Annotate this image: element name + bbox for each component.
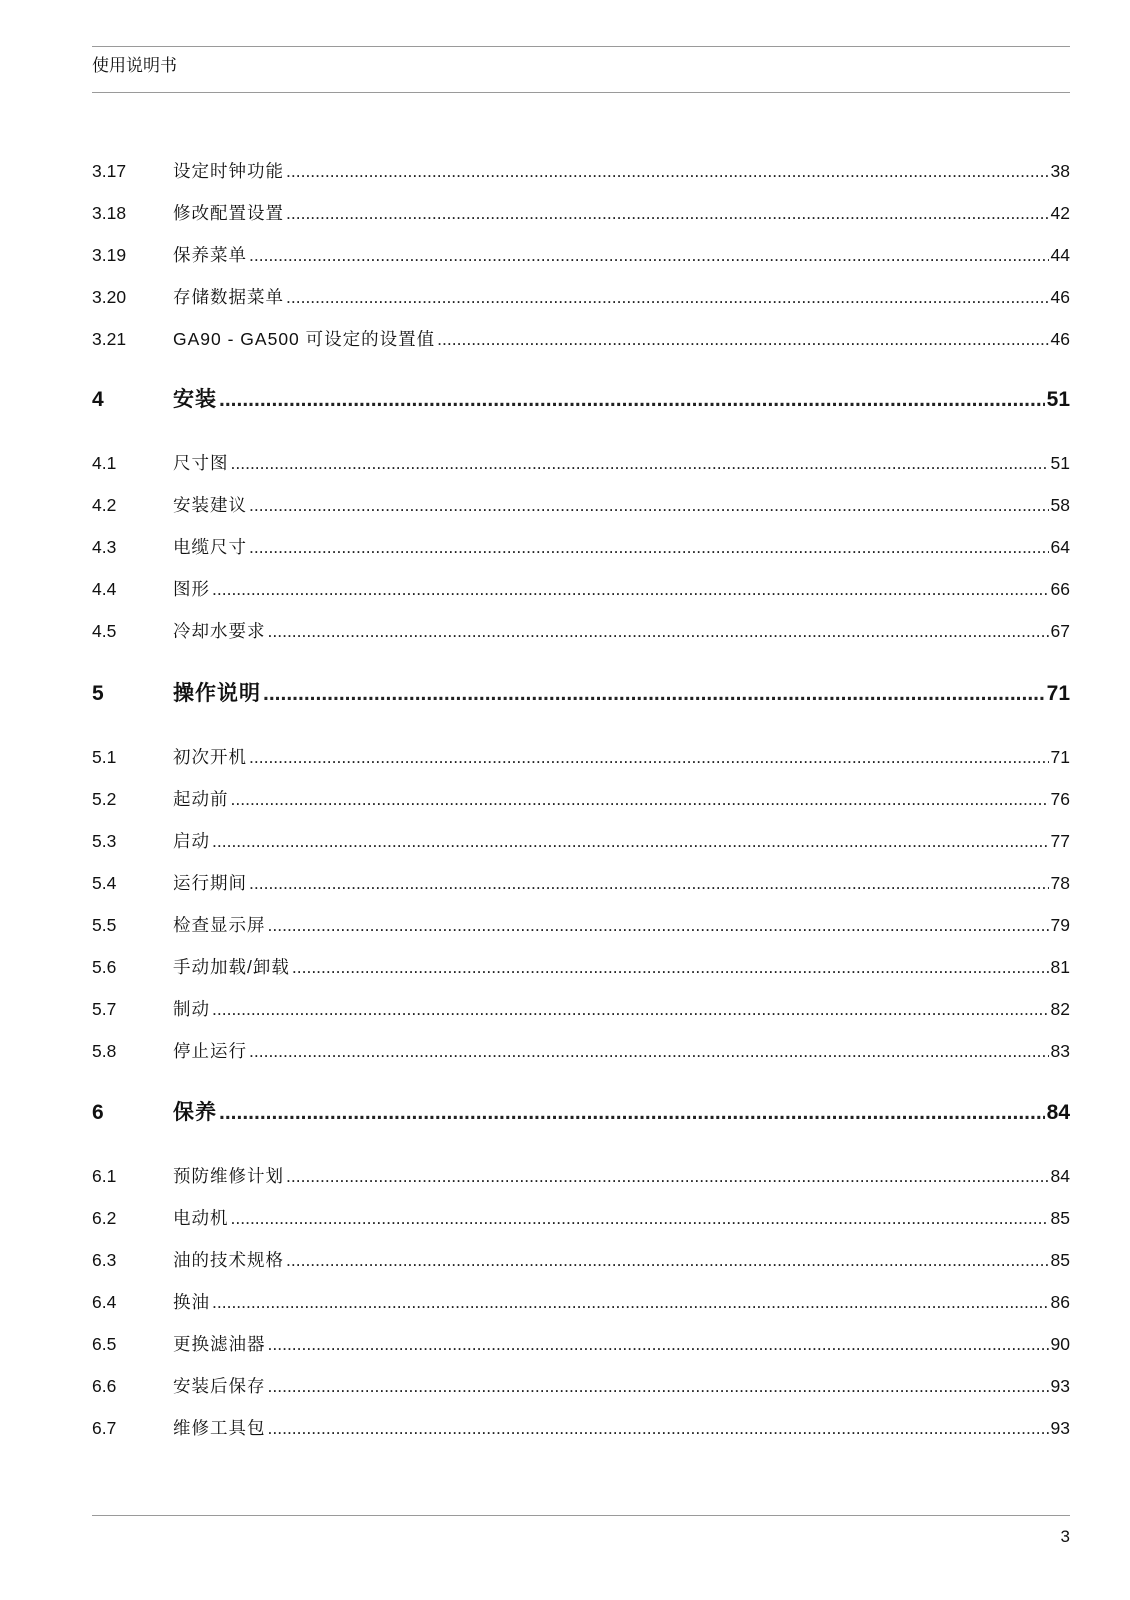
toc-dot-leader [249,746,1049,768]
header-top-rule [92,46,1070,47]
toc-dot-leader [292,956,1049,978]
toc-entry-title: 电缆尺寸 [173,537,247,557]
toc-entry-title: 换油 [173,1292,210,1312]
toc-section-entry[interactable] [92,998,1070,1020]
toc-entry-page: 93 [1050,1376,1070,1396]
toc-entry-title: 油的技术规格 [173,1250,284,1270]
toc-entry-page: 84 [1046,1101,1070,1124]
toc-entry-title: 起动前 [173,789,229,809]
toc-entry-page: 71 [1050,747,1070,767]
document-header-title: 使用说明书 [92,56,177,75]
toc-entry-page: 42 [1050,203,1070,223]
toc-dot-leader [268,1375,1049,1397]
toc-dot-leader [286,1165,1049,1187]
toc-dot-leader [212,830,1049,852]
toc-entry-page: 38 [1050,161,1070,181]
toc-entry-number: 6.1 [92,1166,117,1186]
toc-dot-leader [268,914,1049,936]
toc-entry-title: 操作说明 [173,682,261,705]
toc-dot-leader [212,578,1049,600]
toc-section-entry[interactable] [92,788,1070,810]
toc-dot-leader [286,202,1049,224]
toc-entry-number: 4.3 [92,537,117,557]
toc-entry-title: 电动机 [173,1208,229,1228]
toc-section-entry[interactable] [92,286,1070,308]
toc-section-entry[interactable] [92,872,1070,894]
toc-entry-title: 停止运行 [173,1041,247,1061]
toc-entry-title: 尺寸图 [173,453,229,473]
toc-entry-number: 5.2 [92,789,117,809]
toc-section-entry[interactable] [92,1249,1070,1271]
toc-section-entry[interactable] [92,1040,1070,1062]
toc-entry-page: 81 [1050,957,1070,977]
toc-dot-leader [268,1333,1049,1355]
toc-section-entry[interactable] [92,956,1070,978]
toc-section-entry[interactable] [92,494,1070,516]
toc-entry-number: 6.3 [92,1250,117,1270]
toc-entry-number: 6 [92,1101,104,1124]
toc-entry-number: 5 [92,682,104,705]
toc-entry-page: 77 [1050,831,1070,851]
toc-entry-title: 安装建议 [173,495,247,515]
toc-entry-number: 3.20 [92,287,127,307]
toc-entry-number: 4.5 [92,621,117,641]
toc-dot-leader [249,244,1049,266]
toc-dot-leader [212,1291,1049,1313]
toc-dot-leader [212,998,1049,1020]
toc-entry-page: 93 [1050,1418,1070,1438]
toc-entry-page: 44 [1050,245,1070,265]
toc-chapter-entry[interactable] [92,387,1070,413]
toc-section-entry[interactable] [92,1375,1070,1397]
header-bottom-rule [92,92,1070,93]
toc-chapter-entry[interactable] [92,1100,1070,1126]
toc-entry-page: 82 [1050,999,1070,1019]
toc-section-entry[interactable] [92,244,1070,266]
toc-entry-page: 90 [1050,1334,1070,1354]
toc-section-entry[interactable] [92,536,1070,558]
toc-entry-title: 图形 [173,579,210,599]
toc-section-entry[interactable] [92,1333,1070,1355]
toc-entry-page: 58 [1050,495,1070,515]
toc-entry-title: 安装 [173,388,217,411]
toc-section-entry[interactable] [92,830,1070,852]
toc-dot-leader [268,1417,1049,1439]
page-number: 3 [1060,1527,1070,1546]
toc-entry-title: GA90 - GA500 可设定的设置值 [173,329,436,349]
toc-entry-number: 6.5 [92,1334,117,1354]
toc-dot-leader [268,620,1049,642]
toc-section-entry[interactable] [92,1417,1070,1439]
toc-entry-page: 85 [1050,1208,1070,1228]
toc-entry-title: 保养 [173,1101,217,1124]
toc-entry-page: 46 [1050,329,1070,349]
toc-entry-number: 5.7 [92,999,117,1019]
toc-entry-number: 3.17 [92,161,127,181]
toc-entry-page: 64 [1050,537,1070,557]
toc-entry-page: 51 [1046,388,1070,411]
toc-entry-title: 制动 [173,999,210,1019]
toc-entry-page: 79 [1050,915,1070,935]
toc-entry-title: 初次开机 [173,747,247,767]
toc-entry-title: 冷却水要求 [173,621,266,641]
toc-section-entry[interactable] [92,578,1070,600]
toc-entry-title: 设定时钟功能 [173,161,284,181]
toc-entry-title: 运行期间 [173,873,247,893]
toc-entry-number: 5.3 [92,831,117,851]
toc-entry-title: 存储数据菜单 [173,287,284,307]
toc-section-entry[interactable] [92,328,1070,350]
toc-entry-number: 6.2 [92,1208,117,1228]
toc-dot-leader [249,494,1049,516]
toc-entry-title: 保养菜单 [173,245,247,265]
toc-dot-leader [286,1249,1049,1271]
toc-entry-title: 修改配置设置 [173,203,284,223]
toc-entry-number: 5.6 [92,957,117,977]
toc-dot-leader [249,872,1049,894]
toc-entry-page: 83 [1050,1041,1070,1061]
toc-dot-leader [286,286,1049,308]
toc-chapter-entry[interactable] [92,681,1070,707]
toc-section-entry[interactable] [92,160,1070,182]
toc-entry-number: 5.5 [92,915,117,935]
toc-entry-title: 检查显示屏 [173,915,266,935]
toc-dot-leader [231,1207,1049,1229]
toc-entry-number: 3.21 [92,329,127,349]
toc-entry-title: 手动加载/卸载 [173,957,290,977]
toc-section-entry[interactable] [92,746,1070,768]
toc-dot-leader [219,1100,1045,1126]
toc-entry-number: 4.2 [92,495,117,515]
toc-dot-leader [231,788,1049,810]
toc-dot-leader [231,452,1049,474]
toc-section-entry[interactable] [92,620,1070,642]
toc-entry-page: 84 [1050,1166,1070,1186]
toc-entry-page: 46 [1050,287,1070,307]
toc-entry-number: 3.19 [92,245,127,265]
toc-dot-leader [286,160,1049,182]
toc-entry-page: 85 [1050,1250,1070,1270]
toc-entry-number: 4.4 [92,579,117,599]
toc-entry-number: 4.1 [92,453,117,473]
toc-entry-page: 67 [1050,621,1070,641]
toc-section-entry[interactable] [92,914,1070,936]
toc-entry-page: 71 [1046,682,1070,705]
toc-entry-page: 78 [1050,873,1070,893]
toc-section-entry[interactable] [92,1207,1070,1229]
toc-entry-title: 更换滤油器 [173,1334,266,1354]
toc-section-entry[interactable] [92,452,1070,474]
toc-section-entry[interactable] [92,1291,1070,1313]
toc-entry-page: 51 [1050,453,1070,473]
toc-entry-page: 66 [1050,579,1070,599]
toc-entry-number: 3.18 [92,203,127,223]
toc-entry-number: 5.4 [92,873,117,893]
toc-entry-number: 6.7 [92,1418,117,1438]
toc-dot-leader [437,328,1048,350]
toc-entry-title: 安装后保存 [173,1376,266,1396]
footer-rule [92,1515,1070,1516]
toc-entry-title: 预防维修计划 [173,1166,284,1186]
toc-entry-number: 6.4 [92,1292,117,1312]
toc-dot-leader [263,681,1045,707]
toc-dot-leader [249,1040,1049,1062]
toc-entry-page: 76 [1050,789,1070,809]
toc-entry-number: 4 [92,388,104,411]
toc-entry-title: 维修工具包 [173,1418,266,1438]
toc-entry-number: 5.1 [92,747,117,767]
toc-entry-number: 6.6 [92,1376,117,1396]
toc-entry-number: 5.8 [92,1041,117,1061]
toc-section-entry[interactable] [92,202,1070,224]
toc-section-entry[interactable] [92,1165,1070,1187]
toc-dot-leader [219,387,1045,413]
toc-entry-page: 86 [1050,1292,1070,1312]
toc-entry-title: 启动 [173,831,210,851]
toc-dot-leader [249,536,1049,558]
